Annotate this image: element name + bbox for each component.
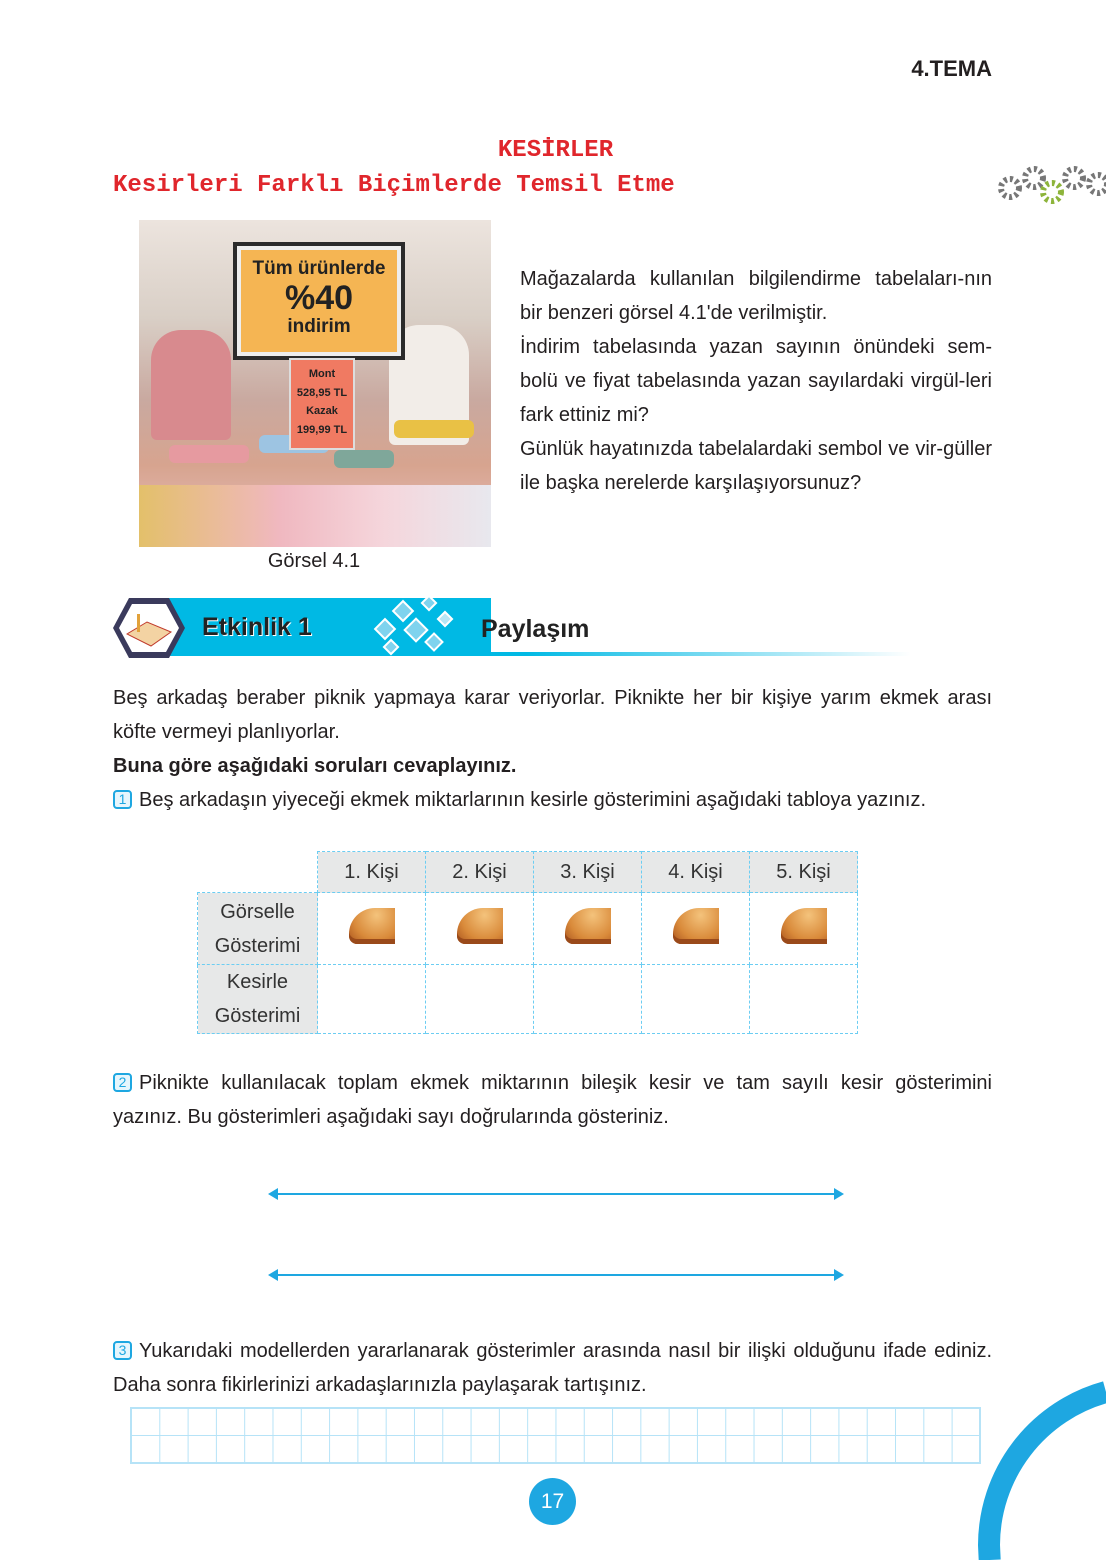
column-header: 2. Kişi bbox=[426, 852, 534, 893]
activity-label: Etkinlik 1 bbox=[202, 613, 312, 641]
answer-cell[interactable] bbox=[642, 965, 750, 1034]
price-tag bbox=[289, 358, 355, 450]
fraction-table bbox=[197, 851, 858, 1034]
sign-percent: %40 bbox=[284, 279, 354, 317]
column-header: 4. Kişi bbox=[642, 852, 750, 893]
answer-cell[interactable] bbox=[534, 965, 642, 1034]
number-line[interactable] bbox=[270, 1193, 842, 1195]
photo-caption: Görsel 4.1 bbox=[267, 550, 361, 572]
gears-icon bbox=[994, 158, 1106, 208]
discount-sign bbox=[233, 242, 405, 360]
question-number-1: 1 bbox=[113, 790, 132, 809]
column-header: 3. Kişi bbox=[534, 852, 642, 893]
page-subtitle: Kesirleri Farklı Biçimlerde Temsil Etme bbox=[113, 172, 675, 199]
instruction-text: Buna göre aşağıdaki soruları cevaplayınız. bbox=[113, 755, 517, 777]
answer-cell[interactable] bbox=[426, 965, 534, 1034]
decorative-arc bbox=[978, 1375, 1106, 1560]
answer-cell[interactable] bbox=[750, 965, 858, 1034]
question-2-text: Piknikte kullanılacak toplam ekmek miktarının bileşik kesir ve tam sayılı kesir gösterimini yazınız. Bu gösterimleri aşağıdaki sayı doğrularında gösteriniz. bbox=[113, 1072, 992, 1128]
question-2 bbox=[113, 1066, 992, 1134]
row-label-line: Kesirle bbox=[226, 971, 289, 993]
page-number: 17 bbox=[529, 1478, 576, 1525]
question-1-text: Beş arkadaşın yiyeceği ekmek miktarlarının kesirle gösterimini aşağıdaki tabloya yazınız. bbox=[139, 789, 927, 811]
row-label-line: Gösterimi bbox=[214, 934, 301, 957]
column-header: 5. Kişi bbox=[750, 852, 858, 893]
intro-paragraph: Mağazalarda kullanılan bilgilendirme tabelaları-nın bir benzeri görsel 4.1'de verilmiştir. bbox=[520, 268, 992, 324]
tag-line: 528,95 TL bbox=[296, 386, 348, 399]
sign-line: indirim bbox=[287, 316, 351, 337]
half-bread-icon bbox=[673, 908, 719, 944]
theme-label: 4.TEMA bbox=[911, 56, 992, 81]
intro-paragraph: Günlük hayatınızda tabelalardaki sembol ve vir-güller ile başka nerelerde karşılaşıyorsunuz? bbox=[520, 438, 992, 494]
problem-text: Beş arkadaş beraber piknik yapmaya karar veriyorlar. Piknikte her bir kişiye yarım ekmek arası köfte vermeyi planlıyorlar. bbox=[113, 687, 992, 743]
tag-line: Mont bbox=[308, 368, 336, 380]
sign-line: Tüm ürünlerde bbox=[252, 258, 386, 279]
number-line[interactable] bbox=[270, 1274, 842, 1276]
store-photo bbox=[139, 220, 491, 547]
page-title: KESİRLER bbox=[497, 137, 614, 164]
question-number-2: 2 bbox=[113, 1073, 132, 1092]
half-bread-icon bbox=[781, 908, 827, 944]
row-label-line: Görselle bbox=[220, 900, 295, 923]
intro-text bbox=[520, 262, 992, 500]
tag-line: Kazak bbox=[306, 405, 338, 417]
book-icon bbox=[111, 596, 187, 660]
diamond-pattern-icon bbox=[366, 596, 476, 658]
activity-text bbox=[113, 681, 992, 817]
answer-cell[interactable] bbox=[318, 965, 426, 1034]
activity-name: Paylaşım bbox=[481, 615, 590, 643]
half-bread-icon bbox=[457, 908, 503, 944]
answer-grid[interactable] bbox=[130, 1407, 981, 1464]
activity-banner bbox=[111, 596, 911, 660]
half-bread-icon bbox=[565, 908, 611, 944]
intro-paragraph: İndirim tabelasında yazan sayının önündeki sem-bolü ve fiyat tabelasında yazan sayılardaki virgül-leri fark ettiniz mi? bbox=[520, 336, 992, 426]
row-label-visual bbox=[198, 893, 318, 965]
column-header: 1. Kişi bbox=[318, 852, 426, 893]
tag-line: 199,99 TL bbox=[296, 423, 348, 436]
question-3-text: Yukarıdaki modellerden yararlanarak gösterimler arasında nasıl bir ilişki olduğunu ifade ediniz. Daha sonra fikirlerinizi arkadaşlarınızla paylaşarak tartışınız. bbox=[113, 1340, 992, 1396]
row-label-line: Gösterimi bbox=[214, 1005, 301, 1027]
row-label-fraction bbox=[198, 965, 318, 1034]
question-3 bbox=[113, 1334, 992, 1402]
half-bread-icon bbox=[349, 908, 395, 944]
question-number-3: 3 bbox=[113, 1341, 132, 1360]
